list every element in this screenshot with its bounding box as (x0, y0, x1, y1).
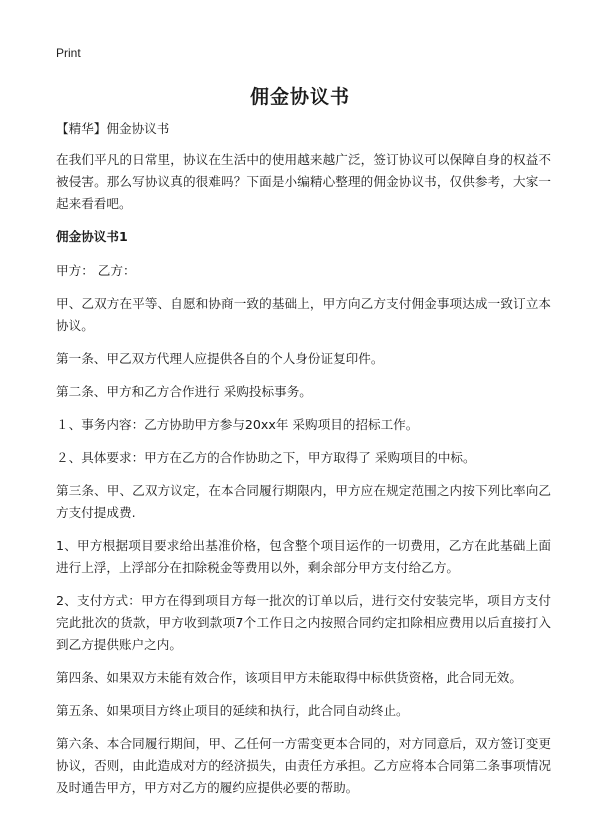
paragraph-article-5: 第五条、如果项目方终止项目的延续和执行，此合同自动终止。 (56, 703, 409, 718)
page-title: 佣金协议书 (249, 86, 350, 108)
paragraph-article-6: 第六条、本合同履行期间，甲、乙任何一方需变更本合同的，对方同意后，双方签订变更协议，否则，由此造成对方的经济损失，由责任方承担。乙方应将本合同第二条事项情况及时通告甲方，甲方对乙方的履约应提供必要的帮助。 (56, 736, 551, 795)
paragraph-parties: 甲方： 乙方： (56, 263, 136, 278)
paragraph-article-3-item-2: 2、支付方式：甲方在得到项目方每一批次的订单以后，进行交付安装完毕，项目方支付完此批次的货款，甲方收到款项7个工作日之内按照合同约定扣除相应费用以后直接打入到乙方提供账户之内。 (56, 593, 551, 652)
paragraph-preamble: 甲、乙双方在平等、自愿和协商一致的基础上，甲方向乙方支付佣金事项达成一致订立本协议。 (56, 296, 551, 333)
paragraph-article-2-item-2: ２、具体要求：甲方在乙方的合作协助之下，甲方取得了 采购项目的中标。 (56, 450, 476, 465)
document-body (56, 118, 551, 810)
paragraph-article-1: 第一条、甲乙双方代理人应提供各自的个人身份证复印件。 (56, 351, 384, 366)
section-heading: 佣金协议书1 (56, 229, 128, 244)
paragraph-article-3: 第三条、甲、乙双方议定，在本合同履行期限内，甲方应在规定范围之内按下列比率向乙方支付提成费. (56, 483, 551, 520)
tag-line: 【精华】佣金协议书 (56, 121, 170, 136)
paragraph-article-2: 第二条、甲方和乙方合作进行 采购投标事务。 (56, 384, 312, 399)
paragraph-article-3-item-1: 1、甲方根据项目要求给出基准价格，包含整个项目运作的一切费用，乙方在此基础上面进行上浮，上浮部分在扣除税金等费用以外，剩余部分甲方支付给乙方。 (56, 538, 551, 575)
paragraph-article-2-item-1: １、事务内容：乙方协助甲方参与20xx年 采购项目的招标工作。 (56, 417, 419, 432)
print-link[interactable]: Print (56, 46, 81, 60)
intro-paragraph: 在我们平凡的日常里，协议在生活中的使用越来越广泛，签订协议可以保障自身的权益不被侵害。那么写协议真的很难吗？下面是小编精心整理的佣金协议书，仅供参考，大家一起来看看吧。 (56, 152, 551, 211)
paragraph-article-4: 第四条、如果双方未能有效合作，该项目甲方未能取得中标供货资格，此合同无效。 (56, 670, 522, 685)
